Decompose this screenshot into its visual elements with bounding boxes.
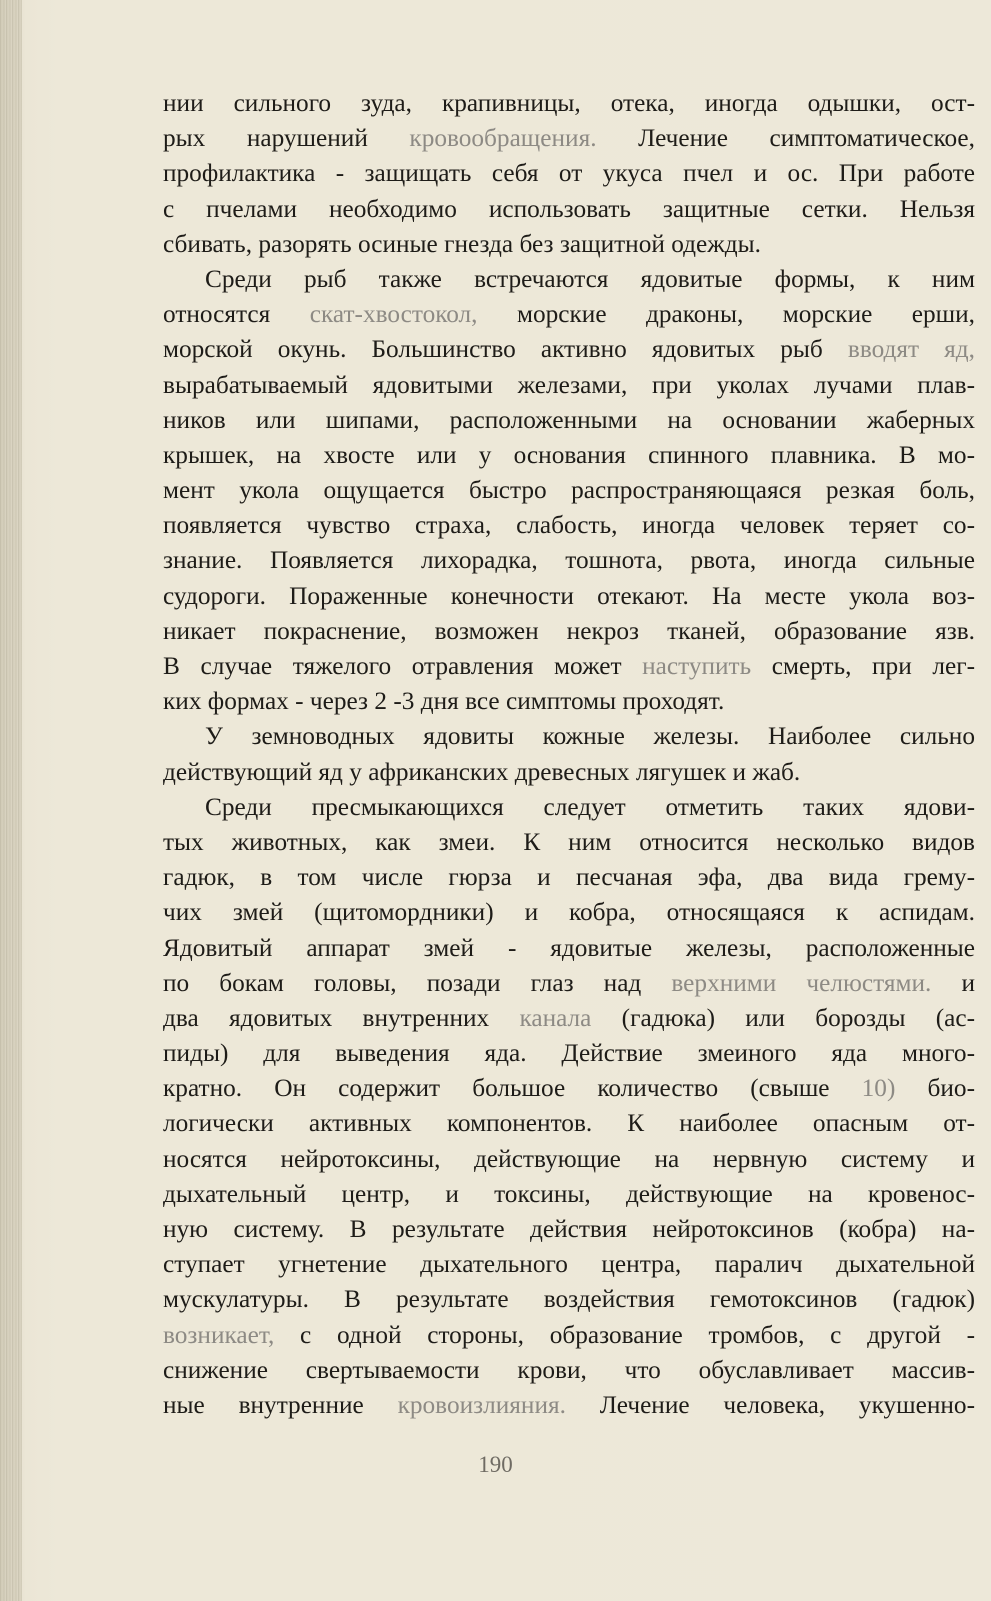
text-segment: сбивать, разорять осиные гнезда без защитной одежды.: [163, 229, 761, 258]
text-segment: дыхательный центр, и токсины, действующие на кровенос-: [163, 1179, 975, 1208]
text-line: [163, 1106, 975, 1141]
text-line: [163, 614, 975, 649]
text-segment: нии сильного зуда, крапивницы, отека, иногда одышки, ост-: [163, 89, 975, 117]
text-line: [163, 297, 975, 332]
text-segment: Лечение человека, укушенно-: [565, 1390, 976, 1419]
text-segment: рых нарушений: [163, 124, 410, 153]
text-segment: судороги. Пораженные конечности отекают. На месте укола воз-: [163, 581, 975, 610]
text-segment: (гадюка) или борозды (ас-: [591, 1003, 975, 1032]
text-line: [163, 262, 975, 297]
text-line: [163, 1001, 975, 1036]
text-segment: с одной стороны, образование тромбов, с другой -: [274, 1320, 975, 1349]
text-line: [163, 579, 975, 614]
faded-text-segment: вводят яд,: [847, 335, 975, 364]
text-segment: крышек, на хвосте или у основания спинного плавника. В мо-: [163, 440, 975, 469]
text-segment: пиды) для выведения яда. Действие змеиного яда много-: [163, 1039, 975, 1068]
text-segment: мент укола ощущается быстро распространяющаяся резкая боль,: [163, 476, 975, 505]
text-line: [163, 438, 975, 473]
text-line: [163, 684, 975, 719]
text-line: [163, 156, 975, 191]
faded-text-segment: кровоизлияния.: [397, 1390, 566, 1419]
text-segment: В случае тяжелого отравления может: [163, 652, 643, 680]
faded-text-segment: наступить: [642, 652, 752, 680]
text-line: [163, 931, 975, 966]
text-segment: появляется чувство страха, слабость, иногда человек теряет со-: [163, 511, 975, 540]
text-line: [163, 1282, 975, 1317]
text-segment: чих змей (щитомордники) и кобра, относящаяся к аспидам.: [163, 898, 975, 927]
text-line: [163, 1388, 975, 1423]
text-segment: действующий яд у африканских древесных лягушек и жаб.: [163, 757, 801, 786]
text-segment: никает покраснение, возможен некроз тканей, образование язв.: [163, 616, 975, 645]
text-line: [163, 508, 975, 543]
text-line: [163, 1142, 975, 1177]
page-number: 190: [478, 1452, 513, 1477]
text-segment: носятся нейротоксины, действующие на нервную систему и: [163, 1144, 975, 1173]
text-segment: по бокам головы, позади глаз над: [163, 968, 672, 997]
text-segment: тых животных, как змеи. К ним относится несколько видов: [163, 827, 975, 856]
faded-text-segment: кровообращения.: [409, 124, 597, 153]
text-line: [163, 966, 975, 1001]
faded-text-segment: верхними челюстями.: [671, 968, 932, 997]
text-segment: ные внутренние: [163, 1390, 398, 1419]
text-line: [163, 543, 975, 578]
text-line: [163, 790, 975, 825]
text-segment: ников или шипами, расположенными на основании жаберных: [163, 405, 975, 434]
text-line: [163, 719, 975, 754]
text-line: [163, 1071, 975, 1106]
text-line: [163, 1353, 975, 1388]
page-binding-edge: [0, 0, 22, 1601]
text-segment: Среди пресмыкающихся следует отметить таких ядови-: [205, 792, 975, 821]
text-segment: снижение свертываемости крови, что обуславливает массив-: [163, 1355, 975, 1384]
text-line: [163, 860, 975, 895]
text-line: [163, 1212, 975, 1247]
text-segment: био-: [895, 1074, 975, 1103]
text-segment: Среди рыб также встречаются ядовитые формы, к ним: [205, 264, 975, 293]
text-segment: ную систему. В результате действия нейротоксинов (кобра) на-: [163, 1215, 975, 1243]
text-line: [163, 403, 975, 438]
text-segment: мускулатуры. В результате воздействия гемотоксинов (гадюк): [163, 1285, 975, 1314]
text-line: [163, 1177, 975, 1212]
text-line: [163, 649, 975, 684]
faded-text-segment: канала: [519, 1003, 592, 1032]
text-line: [163, 1247, 975, 1282]
text-segment: ких формах - через 2 -3 дня все симптомы проходят.: [163, 687, 725, 716]
text-line: [163, 1318, 975, 1353]
text-segment: Лечение симптоматическое,: [596, 124, 975, 153]
text-segment: морской окунь. Большинство активно ядовитых рыб: [163, 335, 848, 364]
text-segment: ступает угнетение дыхательного центра, паралич дыхательной: [163, 1250, 975, 1279]
body-text: [163, 86, 975, 1423]
text-segment: знание. Появляется лихорадка, тошнота, рвота, иногда сильные: [163, 546, 975, 575]
text-line: [163, 473, 975, 508]
text-segment: гадюк, в том числе гюрза и песчаная эфа, два вида грему-: [163, 863, 975, 892]
text-segment: смерть, при лег-: [751, 652, 975, 680]
text-segment: относятся: [163, 300, 310, 329]
text-line: [163, 86, 975, 121]
text-line: [163, 227, 975, 262]
text-segment: кратно. Он содержит большое количество (свыше: [163, 1074, 862, 1103]
faded-text-segment: 10): [861, 1074, 896, 1103]
text-segment: Ядовитый аппарат змей - ядовитые железы, расположенные: [163, 933, 975, 962]
text-segment: морские драконы, морские ерши,: [477, 300, 976, 329]
text-segment: У земноводных ядовиты кожные железы. Наиболее сильно: [205, 722, 975, 751]
text-segment: профилактика - защищать себя от укуса пчел и ос. При работе: [163, 159, 975, 188]
text-line: [163, 825, 975, 860]
text-line: [163, 332, 975, 367]
text-segment: логически активных компонентов. К наиболее опасным от-: [163, 1109, 975, 1138]
text-line: [163, 121, 975, 156]
text-segment: и: [931, 968, 975, 997]
text-line: [163, 368, 975, 403]
text-segment: вырабатываемый ядовитыми железами, при уколах лучами плав-: [163, 370, 975, 399]
faded-text-segment: скат-хвостокол,: [309, 300, 478, 329]
text-line: [163, 1036, 975, 1071]
text-segment: с пчелами необходимо использовать защитные сетки. Нельзя: [163, 194, 975, 223]
text-line: [163, 192, 975, 227]
faded-text-segment: возникает,: [163, 1320, 275, 1349]
text-line: [163, 895, 975, 930]
text-line: [163, 755, 975, 790]
text-segment: два ядовитых внутренних: [163, 1003, 520, 1032]
